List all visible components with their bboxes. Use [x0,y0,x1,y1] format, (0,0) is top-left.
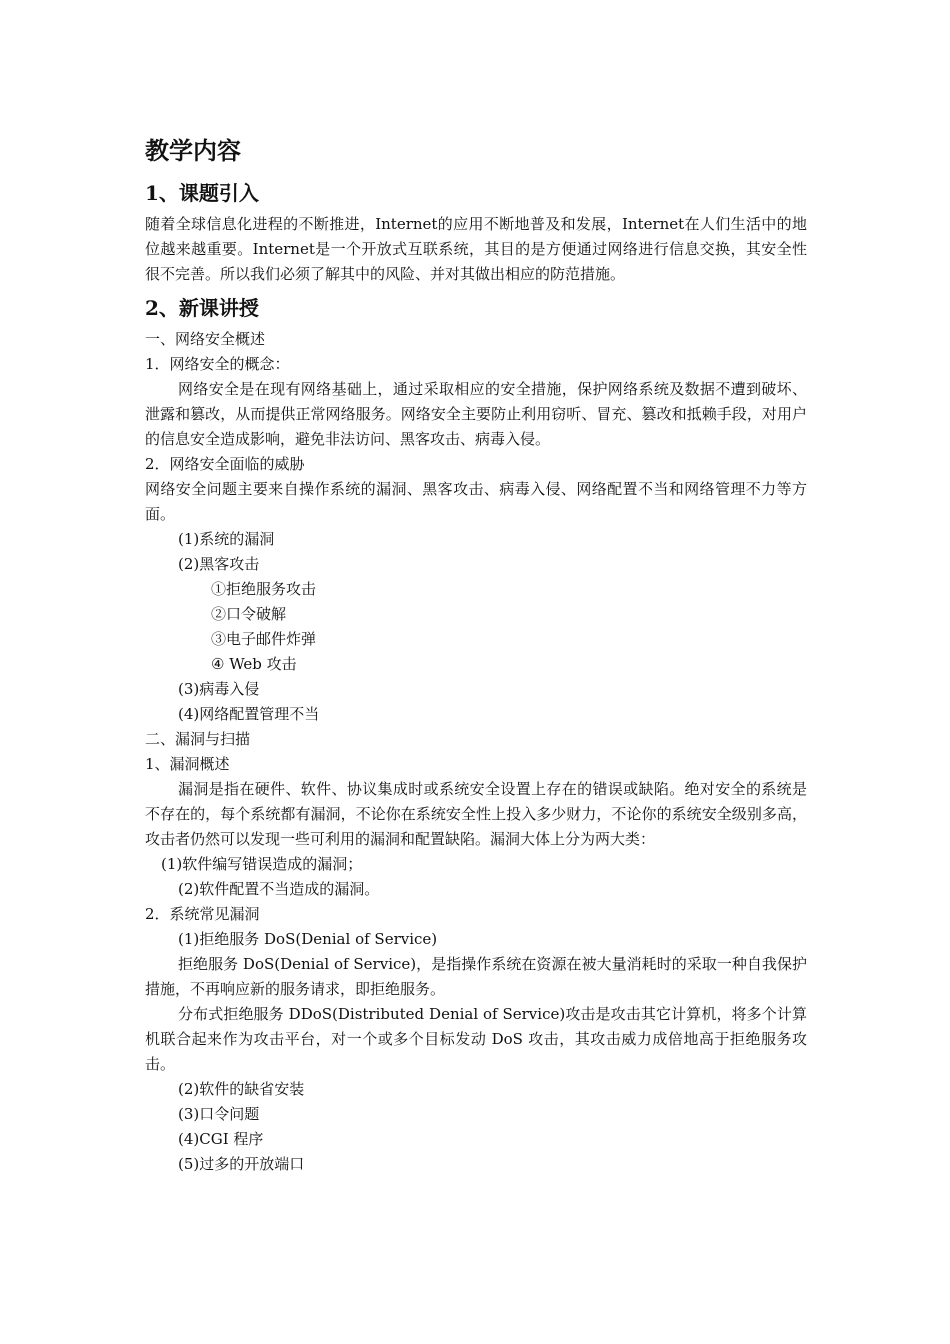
part-title-network-security: 一、网络安全概述 [145,330,266,348]
concept-paragraph: 网络安全是在现有网络基础上，通过采取相应的安全措施，保护网络系统及数据不遭到破坏、泄露和篡改，从而提供正常网络服务。网络安全主要防止利用窃听、冒充、篡改和抵赖手段，对用户的信息安全造成影响，避免非法访问、黑客攻击、病毒入侵。 [145,380,807,448]
vuln-type-config-error: (2)软件配置不当造成的漏洞。 [178,880,380,898]
concept-heading: 1．网络安全的概念： [145,355,290,373]
hacker-item-password: ②口令破解 [211,605,287,623]
intro-paragraph: 随着全球信息化进程的不断推进，Internet的应用不断地普及和发展，Internet在人们生活中的地位越来越重要。Internet是一个开放式互联系统，其目的是方便通过网络进行信息交换，其安全性很不完善。所以我们必须了解其中的风险、并对其做出相应的防范措施。 [145,215,807,283]
hacker-item-mail-bomb: ③电子邮件炸弹 [211,630,317,648]
section-heading-intro: 1、课题引入 [145,181,259,205]
threat-item-config: (4)网络配置管理不当 [178,705,320,723]
dos-paragraph: 拒绝服务 DoS(Denial of Service)，是指操作系统在资源在被大量消耗时的采取一种自我保护措施，不再响应新的服务请求，即拒绝服务。 [145,955,807,998]
threat-heading: 2．网络安全面临的威胁 [145,455,305,473]
common-vuln-heading: 2．系统常见漏洞 [145,905,260,923]
hacker-item-dos: ①拒绝服务攻击 [211,580,317,598]
threat-paragraph: 网络安全问题主要来自操作系统的漏洞、黑客攻击、病毒入侵、网络配置不当和网络管理不力等方面。 [145,480,807,523]
common-item-cgi: (4)CGI 程序 [178,1130,264,1148]
threat-item-virus: (3)病毒入侵 [178,680,260,698]
section-heading-lecture: 2、新课讲授 [145,296,259,320]
part-title-vulnerability-scan: 二、漏洞与扫描 [145,730,251,748]
dos-heading: (1)拒绝服务 DoS(Denial of Service) [178,930,438,948]
page-title: 教学内容 [145,136,241,165]
overview-heading: 1、漏洞概述 [145,755,230,773]
overview-paragraph: 漏洞是指在硬件、软件、协议集成时或系统安全设置上存在的错误或缺陷。绝对安全的系统是不存在的，每个系统都有漏洞，不论你在系统安全性上投入多少财力，不论你的系统安全级别多高，攻击者仍然可以发现一些可利用的漏洞和配置缺陷。漏洞大体上分为两大类： [145,780,807,848]
ddos-paragraph: 分布式拒绝服务 DDoS(Distributed Denial of Service)攻击是攻击其它计算机，将多个计算机联合起来作为攻击平台，对一个或多个目标发动 DoS 攻击，其攻击威力成倍地高于拒绝服务攻击。 [145,1005,807,1073]
document-page [145,132,807,1177]
common-item-open-ports: (5)过多的开放端口 [178,1155,305,1173]
common-item-password: (3)口令问题 [178,1105,260,1123]
hacker-item-web: ④ Web 攻击 [211,655,297,673]
threat-item-hacker: (2)黑客攻击 [178,555,260,573]
common-item-default-install: (2)软件的缺省安装 [178,1080,305,1098]
threat-item-vulnerability: (1)系统的漏洞 [178,530,275,548]
vuln-type-software-error: (1)软件编写错误造成的漏洞； [161,855,363,873]
